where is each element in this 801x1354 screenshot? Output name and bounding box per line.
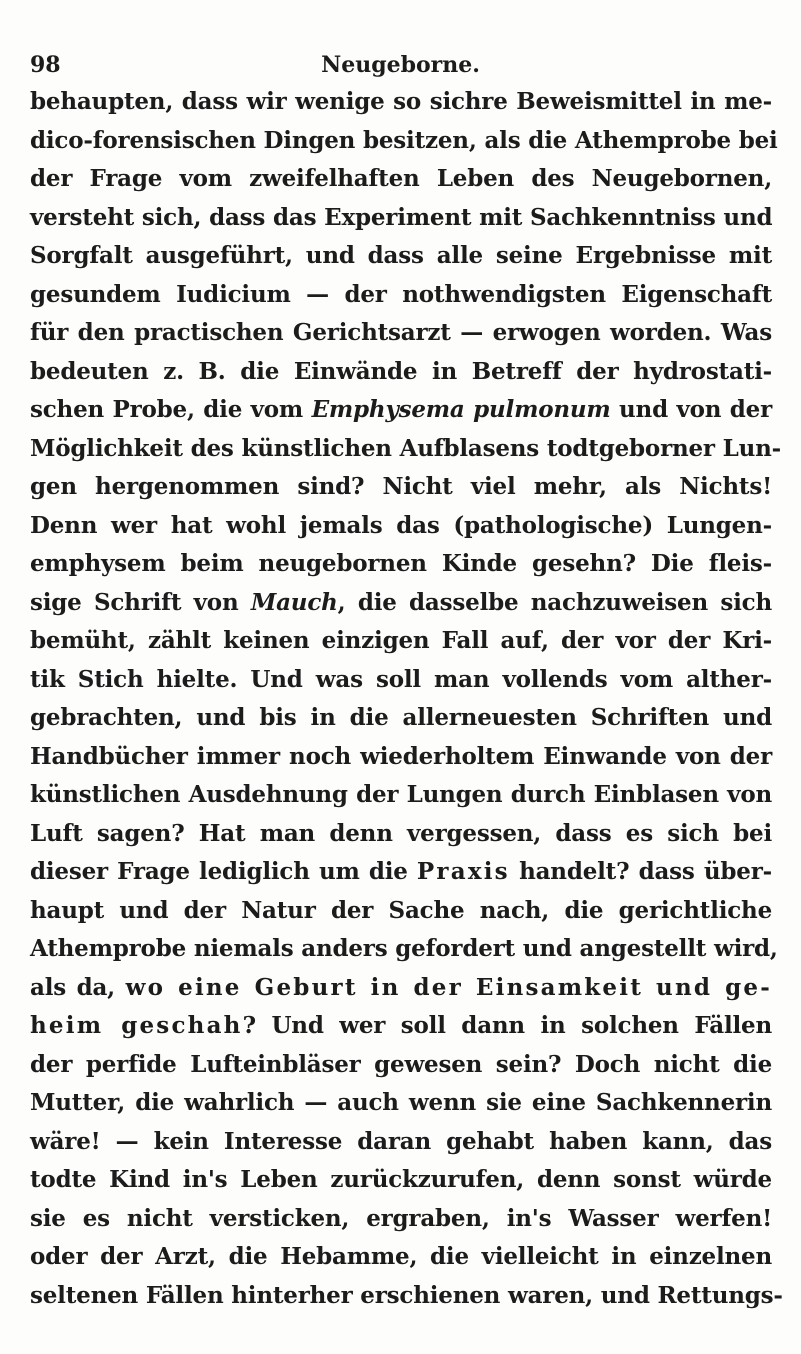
text-segment: für den practischen Gerichtsarzt — erwogen worden. Was (30, 319, 772, 346)
text-line (30, 892, 772, 931)
text-line (30, 507, 772, 546)
text-segment: gesundem Iudicium — der nothwendigsten Eigenschaft (30, 280, 772, 308)
text-line (30, 1238, 772, 1277)
text-segment: bedeuten z. B. die Einwände in Betreff der hydrostati- (30, 357, 772, 385)
spaced-emphasis: wo eine Geburt in der Einsamkeit und ge- (125, 973, 772, 1001)
text-line (30, 430, 782, 469)
text-line (30, 353, 772, 392)
text-segment: emphysem beim neugebornen Kinde gesehn? Die fleis- (30, 550, 772, 577)
text-line (30, 468, 772, 507)
text-segment: versteht sich, dass das Experiment mit Sachkenntniss und (30, 203, 773, 231)
text-line (30, 738, 772, 777)
text-line (30, 83, 772, 122)
text-line (30, 661, 772, 700)
text-segment: behaupten, dass wir wenige so sichre Beweismittel in me- (30, 88, 772, 115)
text-segment: handelt? dass über- (509, 858, 772, 885)
text-segment: sige Schrift von (30, 588, 251, 616)
text-line (30, 699, 772, 738)
page-number: 98 (30, 52, 61, 78)
spaced-emphasis: Praxis (416, 858, 510, 885)
text-segment: , die dasselbe nachzuweisen sich (337, 588, 772, 616)
text-segment: dieser Frage lediglich um die (30, 858, 417, 885)
text-line (30, 160, 772, 199)
text-line (30, 1123, 772, 1162)
text-line (30, 122, 778, 161)
text-segment: tik Stich hielte. Und was soll man vollends vom alther- (30, 665, 772, 693)
text-segment: sie es nicht versticken, ergraben, in's Wasser werfen! (30, 1204, 772, 1232)
text-line (30, 622, 772, 661)
text-segment: künstlichen Ausdehnung der Lungen durch Einblasen von (30, 781, 772, 808)
text-line (30, 1007, 772, 1046)
text-line (30, 1084, 772, 1123)
text-segment: gen hergenommen sind? Nicht viel mehr, als Nichts! (30, 473, 772, 500)
text-line (30, 853, 772, 892)
text-segment: ? Und wer soll dann in solchen Fällen (242, 1012, 772, 1039)
text-line (30, 391, 772, 430)
text-segment: wäre! — kein Interesse daran gehabt haben kann, das (30, 1127, 772, 1155)
text-line (30, 1161, 772, 1200)
text-segment: Mutter, die wahrlich — auch wenn sie eine Sachkennerin (30, 1089, 772, 1116)
text-line (30, 314, 772, 353)
text-segment: Handbücher immer noch wiederholtem Einwande von der (30, 742, 772, 770)
text-segment: bemüht, zählt keinen einzigen Fall auf, der vor der Kri- (30, 627, 772, 654)
text-line (30, 930, 778, 969)
text-segment: Luft sagen? Hat man denn vergessen, dass es sich bei (30, 819, 772, 847)
text-line (30, 276, 772, 315)
text-segment: schen Probe, die vom (30, 396, 312, 423)
text-segment: Athemprobe niemals anders gefordert und angestellt wird, (30, 935, 778, 962)
spaced-emphasis: heim geschah (30, 1012, 243, 1039)
text-line (30, 237, 772, 276)
running-title: Neugeborne. (321, 52, 480, 78)
text-segment: gebrachten, und bis in die allerneuesten Schriften und (30, 704, 772, 731)
text-line (30, 584, 772, 623)
text-segment: haupt und der Natur der Sache nach, die gerichtliche (30, 896, 772, 924)
text-line (30, 199, 772, 238)
text-line (30, 545, 772, 584)
text-line (30, 1200, 772, 1239)
text-segment: todte Kind in's Leben zurückzurufen, denn sonst würde (30, 1166, 772, 1193)
body-text (30, 83, 783, 1315)
text-segment: dico-forensischen Dingen besitzen, als die Athemprobe bei (30, 126, 778, 154)
text-segment: Sorgfalt ausgeführt, und dass alle seine Ergebnisse mit (30, 242, 772, 269)
text-segment: der Frage vom zweifelhaften Leben des Neugebornen, (30, 165, 772, 192)
text-segment: als da, (30, 973, 126, 1001)
text-line (30, 1277, 783, 1316)
italic-term: Mauch (250, 588, 338, 616)
text-segment: Denn wer hat wohl jemals das (pathologische) Lungen- (30, 511, 772, 539)
text-segment: der perfide Lufteinbläser gewesen sein? Doch nicht die (30, 1050, 772, 1078)
text-line (30, 969, 772, 1008)
text-line (30, 815, 772, 854)
text-line (30, 1046, 772, 1085)
text-segment: seltenen Fällen hinterher erschienen waren, und Rettungs- (30, 1281, 783, 1309)
text-segment: oder der Arzt, die Hebamme, die vielleicht in einzelnen (30, 1243, 772, 1270)
text-segment: und von der (610, 396, 772, 423)
text-segment: Möglichkeit des künstlichen Aufblasens todtgeborner Lun- (30, 434, 782, 462)
running-head (0, 50, 801, 80)
italic-term: Emphysema pulmonum (311, 396, 611, 423)
text-line (30, 776, 772, 815)
